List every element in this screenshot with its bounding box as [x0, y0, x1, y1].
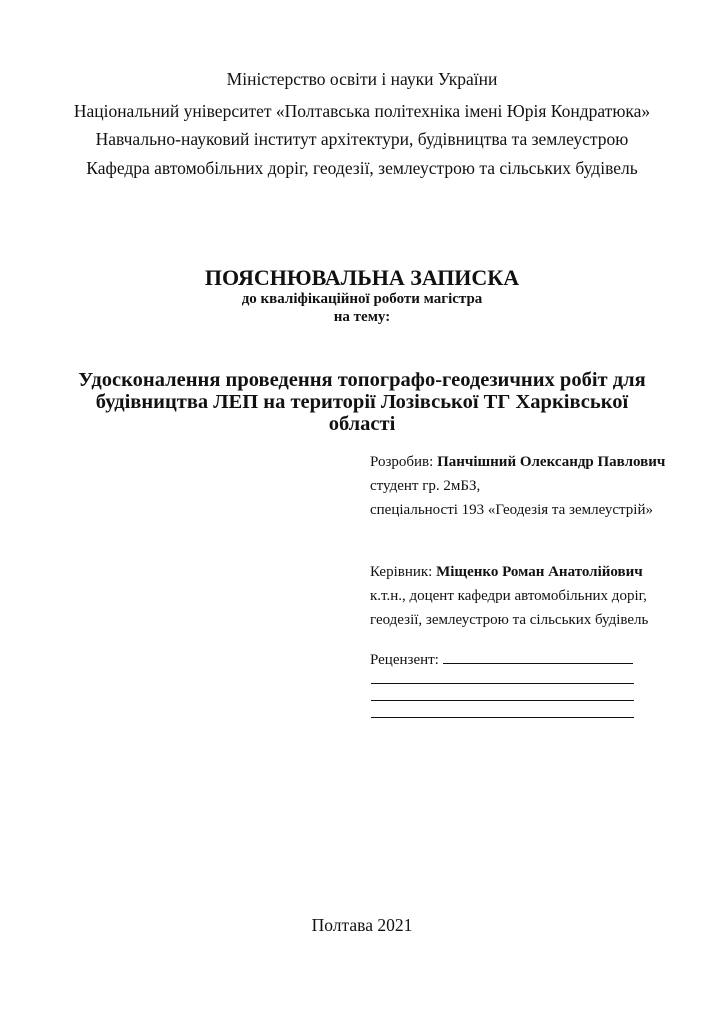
supervisor-block	[370, 560, 648, 632]
topic-line-3: області	[328, 413, 396, 435]
reviewer-label: Рецензент:	[370, 652, 443, 668]
topic-line-2: будівництва ЛЕП на території Лозівської ТГ Харківської	[95, 391, 629, 413]
on-topic-label: на тему:	[333, 309, 391, 325]
document-title: ПОЯСНЮВАЛЬНА ЗАПИСКА	[204, 265, 520, 290]
ministry-line: Міністерство освіти і науки України	[226, 69, 498, 89]
author-label: Розробив:	[370, 454, 438, 470]
reviewer-blank-line-1	[371, 683, 634, 684]
author-specialty: спеціальності 193 «Геодезія та землеустрій»	[370, 502, 653, 518]
university-line: Національний університет «Полтавська політехніка імені Юрія Кондратюка»	[73, 101, 651, 121]
reviewer-blank-line-3	[371, 717, 634, 718]
supervisor-label: Керівник:	[370, 564, 437, 580]
author-name: Панчішний Олександр Павлович	[437, 454, 666, 470]
supervisor-line	[370, 560, 648, 584]
author-group: студент гр. 2мБЗ,	[370, 478, 481, 494]
author-block	[370, 450, 665, 522]
reviewer-name-blank	[443, 649, 633, 664]
department-line: Кафедра автомобільних доріг, геодезії, землеустрою та сільських будівель	[86, 158, 638, 178]
city-year: Полтава 2021	[311, 915, 413, 935]
document-subtitle: до кваліфікаційної роботи магістра	[241, 291, 483, 307]
supervisor-position-2: геодезії, землеустрою та сільських будівель	[370, 612, 649, 628]
supervisor-name: Міщенко Роман Анатолійович	[436, 564, 643, 580]
reviewer-blank-line-2	[371, 700, 634, 701]
reviewer-block	[370, 648, 633, 672]
author-line	[370, 450, 665, 474]
institute-line: Навчально-науковий інститут архітектури, будівництва та землеустрою	[95, 129, 629, 149]
topic-line-1: Удосконалення проведення топографо-геодезичних робіт для	[78, 369, 646, 391]
reviewer-line	[370, 648, 633, 672]
supervisor-position-1: к.т.н., доцент кафедри автомобільних доріг,	[370, 588, 647, 604]
